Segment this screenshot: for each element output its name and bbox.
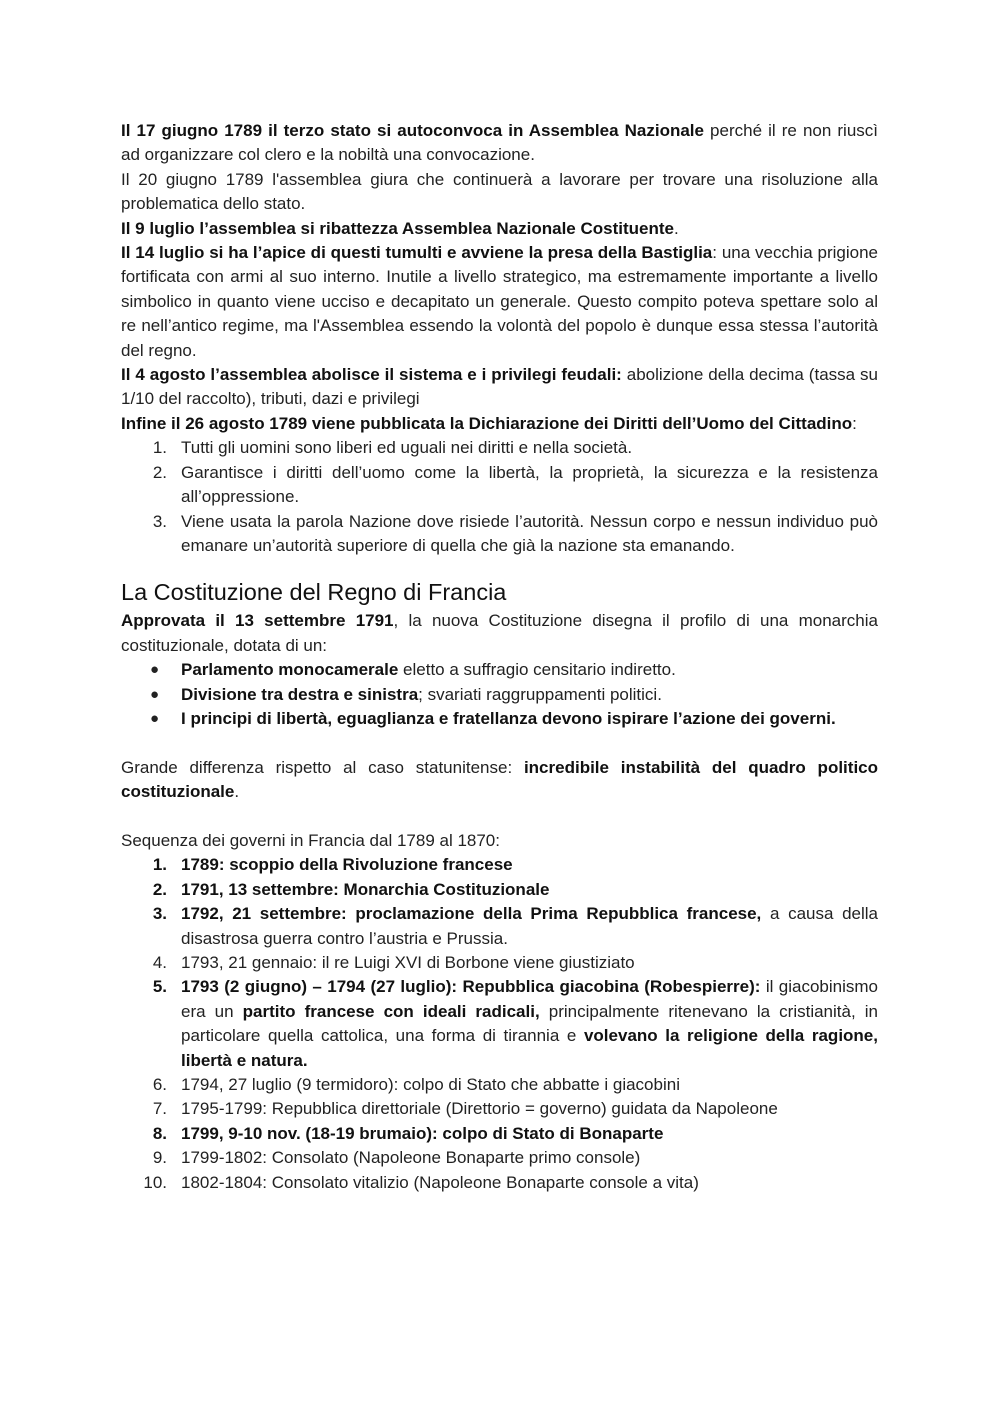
difference-paragraph: Grande differenza rispetto al caso statunitense: incredibile instabilità del quadro politico costituzionale. bbox=[121, 757, 879, 802]
spacer bbox=[121, 805, 878, 829]
sequence-list bbox=[121, 853, 878, 1195]
declaration-list bbox=[121, 436, 878, 558]
bullet-icon: ● bbox=[150, 661, 160, 679]
intro-paragraph-4: Il 14 luglio si ha l’apice di questi tumulti e avviene la presa della Bastiglia: una vecchia prigione fortificata con armi al suo interno. Inutile a livello strategico, ma estremamente importante a livello simbolico in quanto viene ucciso e decapitato un generale. Questo compito poteva spettare solo al re nell’antico regime, ma l'Assemblea essendo la volontà del popolo è dunque essa stessa l’autorità del regno. bbox=[121, 243, 879, 360]
sequence-item: 8. 1799, 9-10 nov. (18-19 brumaio): colpo di Stato di Bonaparte bbox=[152, 1123, 664, 1143]
intro-paragraph-1: Il 17 giugno 1789 il terzo stato si autoconvoca in Assemblea Nazionale perché il re non riuscì ad organizzare col clero e la nobiltà una convocazione. bbox=[121, 121, 878, 165]
sequence-item: 7. 1795-1799: Repubblica direttoriale (Direttorio = governo) guidata da Napoleone bbox=[152, 1099, 778, 1119]
sequence-item: 1. 1789: scoppio della Rivoluzione francese bbox=[152, 855, 513, 875]
bullet-item: ● Parlamento monocamerale eletto a suffragio censitario indiretto. bbox=[121, 658, 878, 682]
bullet-item: ● Divisione tra destra e sinistra; svariati raggruppamenti politici. bbox=[121, 683, 878, 707]
list-item: 1. Tutti gli uomini sono liberi ed uguali nei diritti e nella società. bbox=[152, 438, 633, 458]
intro-paragraph-3: Il 9 luglio l’assemblea si ribattezza Assemblea Nazionale Costituente. bbox=[121, 218, 679, 238]
spacer bbox=[121, 731, 878, 755]
sequence-item: 4. 1793, 21 gennaio: il re Luigi XVI di Borbone viene giustiziato bbox=[152, 952, 635, 972]
constitution-bullets bbox=[121, 658, 878, 731]
intro-paragraph-2: Il 20 giugno 1789 l'assemblea giura che continuerà a lavorare per trovare una risoluzione alla problematica dello stato. bbox=[121, 169, 878, 214]
sequence-item: 10. 1802-1804: Consolato vitalizio (Napoleone Bonaparte console a vita) bbox=[143, 1172, 699, 1192]
sequence-item: 2. 1791, 13 settembre: Monarchia Costituzionale bbox=[152, 879, 550, 899]
sequence-item: 6. 1794, 27 luglio (9 termidoro): colpo di Stato che abbatte i giacobini bbox=[152, 1075, 680, 1094]
sequence-item: 9. 1799-1802: Consolato (Napoleone Bonaparte primo console) bbox=[152, 1148, 641, 1168]
sequence-item: 3. 1792, 21 settembre: proclamazione della Prima Repubblica francese, a causa della disastrosa guerra contro l’austria e Prussia. bbox=[152, 904, 879, 948]
list-item: 2. Garantisce i diritti dell’uomo come la libertà, la proprietà, la sicurezza e la resistenza all’oppressione. bbox=[152, 462, 878, 507]
intro-paragraph-5: Il 4 agosto l’assemblea abolisce il sistema e i privilegi feudali: abolizione della decima (tassa su 1/10 del raccolto), tributi, dazi e privilegi bbox=[121, 365, 878, 409]
intro-paragraph-6: Infine il 26 agosto 1789 viene pubblicata la Dichiarazione dei Diritti dell’Uomo del Cittadino: bbox=[121, 413, 857, 433]
sequence-intro: Sequenza dei governi in Francia dal 1789 al 1870: bbox=[121, 830, 500, 850]
bullet-item: ● I principi di libertà, eguaglianza e fratellanza devono ispirare l’azione dei governi. bbox=[121, 707, 878, 731]
constitution-intro: Approvata il 13 settembre 1791, la nuova Costituzione disegna il profilo di una monarchia costituzionale, dotata di un: bbox=[121, 611, 878, 655]
bullet-icon: ● bbox=[150, 709, 160, 727]
section-heading: La Costituzione del Regno di Francia bbox=[121, 579, 507, 606]
bullet-icon: ● bbox=[150, 685, 160, 703]
list-item: 3. Viene usata la parola Nazione dove risiede l’autorità. Nessun corpo e nessun individuo può emanare un’autorità superiore di quella che già la nazione sta emanando. bbox=[152, 511, 878, 555]
document-page bbox=[121, 119, 878, 1195]
sequence-item: 5. 1793 (2 giugno) – 1794 (27 luglio): Repubblica giacobina (Robespierre): il giacobinismo era un partito francese con ideali radicali, principalmente ritenevano la cristianità, in particolare quella cattolica, una forma di tirannia e volevano la religione della ragione, libertà e natura. bbox=[152, 977, 878, 1070]
